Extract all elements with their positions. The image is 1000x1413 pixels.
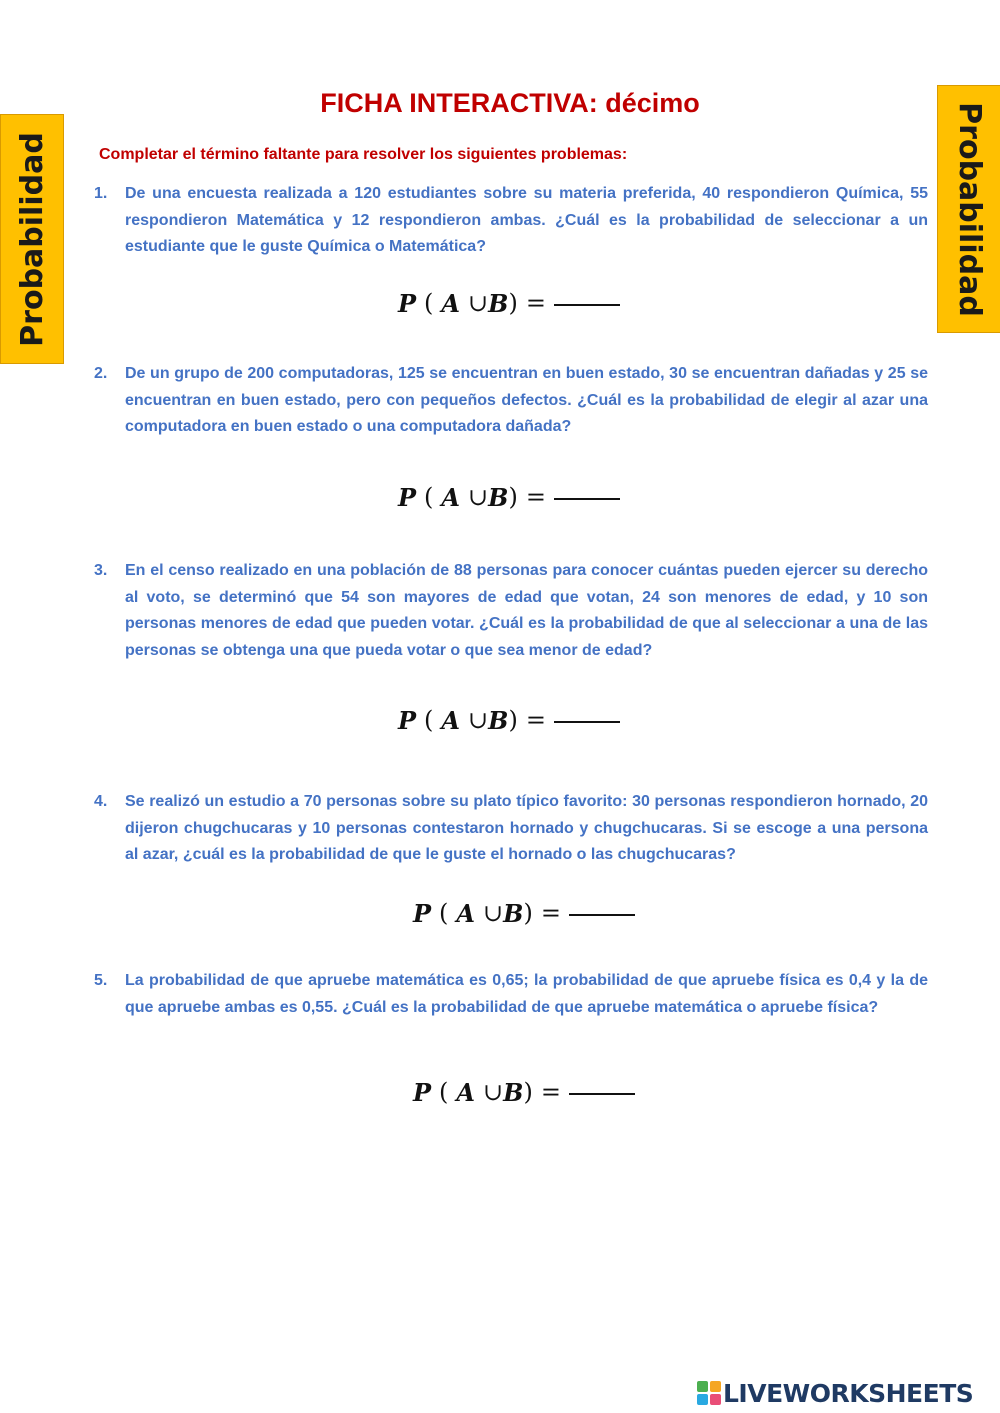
- formula-equals: =: [540, 899, 561, 927]
- page-title: FICHA INTERACTIVA: décimo: [320, 88, 700, 118]
- formula-b: B: [488, 482, 509, 512]
- formula-p: P: [398, 288, 417, 318]
- formula-open-paren: (: [439, 899, 449, 927]
- formula-p: P: [398, 705, 417, 735]
- problem-2: [94, 361, 928, 441]
- instruction-text: Completar el término faltante para resolver los siguientes problemas:: [99, 146, 628, 163]
- formula-a: A: [441, 288, 461, 318]
- problem-number: 2.: [94, 365, 108, 382]
- formula-equals: =: [525, 706, 546, 734]
- formula-close-paren: ): [508, 483, 518, 511]
- problem-number: 1.: [94, 185, 108, 202]
- problem-text: En el censo realizado en una población de 88 personas para conocer cuántas pueden ejercer su derecho al voto, se determinó que 54 son mayores de edad que votan, 24 son menores de edad, y 10 son personas menores de edad que pueden votar. ¿Cuál es la probabilidad de que al seleccionar a una de las personas se obtenga una que pueda votar o que sea menor de edad?: [125, 562, 928, 659]
- formula-union: ∪: [468, 289, 489, 317]
- formula-equals: =: [540, 1078, 561, 1106]
- side-tab-right-label: Probabilidad: [951, 101, 987, 317]
- formula-b: B: [488, 705, 509, 735]
- problem-4: [94, 789, 928, 869]
- formula-2: [398, 481, 620, 513]
- formula-close-paren: ): [523, 1078, 533, 1106]
- problem-text: La probabilidad de que apruebe matemática es 0,65; la probabilidad de que apruebe física es 0,4 y la de que apruebe ambas es 0,55. ¿Cuál es la probabilidad de que apruebe matemática o apruebe física?: [125, 972, 928, 1016]
- formula-1: [398, 287, 620, 319]
- problem-5: [94, 968, 928, 1021]
- problem-3: [94, 558, 928, 664]
- formula-open-paren: (: [424, 289, 434, 317]
- problem-text: De un grupo de 200 computadoras, 125 se encuentran en buen estado, 30 se encuentran dañadas y 25 se encuentran en buen estado, pero con pequeños defectos. ¿Cuál es la probabilidad de elegir al azar una computadora en buen estado o una computadora dañada?: [125, 365, 928, 435]
- formula-p: P: [413, 898, 432, 928]
- answer-blank[interactable]: [554, 498, 620, 500]
- answer-blank[interactable]: [554, 721, 620, 723]
- problem-1: [94, 181, 928, 261]
- formula-equals: =: [525, 289, 546, 317]
- formula-5: [413, 1076, 635, 1108]
- problem-number: 3.: [94, 562, 108, 579]
- problem-text: Se realizó un estudio a 70 personas sobre su plato típico favorito: 30 personas respondieron hornado, 20 dijeron chugchucaras y 10 personas contestaron hornado y chugchucaras. Si se escoge a una persona al azar, ¿cuál es la probabilidad de que le guste el hornado o las chugchucaras?: [125, 793, 928, 863]
- formula-open-paren: (: [439, 1078, 449, 1106]
- problem-number: 4.: [94, 793, 108, 810]
- footer-brand-text: LIVEWORKSHEETS: [723, 1378, 974, 1408]
- formula-open-paren: (: [424, 706, 434, 734]
- formula-close-paren: ): [508, 706, 518, 734]
- formula-a: A: [441, 482, 461, 512]
- formula-union: ∪: [468, 706, 489, 734]
- side-tab-right: [937, 85, 1000, 333]
- formula-equals: =: [525, 483, 546, 511]
- formula-open-paren: (: [424, 483, 434, 511]
- liveworksheets-logo-icon: [697, 1381, 721, 1405]
- formula-a: A: [456, 1077, 476, 1107]
- formula-union: ∪: [483, 899, 504, 927]
- formula-close-paren: ): [508, 289, 518, 317]
- side-tab-left: [0, 114, 64, 364]
- answer-blank[interactable]: [569, 914, 635, 916]
- formula-a: A: [456, 898, 476, 928]
- problem-text: De una encuesta realizada a 120 estudiantes sobre su materia preferida, 40 respondieron Química, 55 respondieron Matemática y 12 respondieron ambas. ¿Cuál es la probabilidad de seleccionar a un estudiante que le guste Química o Matemática?: [125, 185, 928, 255]
- formula-3: [398, 704, 620, 736]
- formula-p: P: [398, 482, 417, 512]
- answer-blank[interactable]: [569, 1093, 635, 1095]
- formula-union: ∪: [468, 483, 489, 511]
- formula-union: ∪: [483, 1078, 504, 1106]
- side-tab-left-label: Probabilidad: [14, 131, 50, 347]
- formula-close-paren: ): [523, 899, 533, 927]
- problem-number: 5.: [94, 972, 108, 989]
- formula-b: B: [488, 288, 509, 318]
- answer-blank[interactable]: [554, 304, 620, 306]
- formula-a: A: [441, 705, 461, 735]
- footer-brand: [697, 1378, 973, 1408]
- formula-b: B: [503, 1077, 524, 1107]
- formula-4: [413, 897, 635, 929]
- formula-b: B: [503, 898, 524, 928]
- formula-p: P: [413, 1077, 432, 1107]
